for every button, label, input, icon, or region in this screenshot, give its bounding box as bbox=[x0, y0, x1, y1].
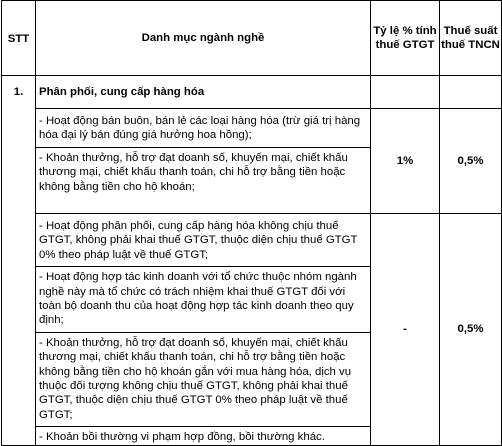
list-item: - Khoản thưởng, hỗ trợ đạt doanh số, khuyến mại, chiết khấu thương mại, chiết khấu thanh toán, chi hỗ trợ bằng tiền hoặc không bằng tiền cho hộ khoán gắn với mua hàng hóa, dịch vụ thuộc đối tượng không chịu thuế GTGT, không phải khai thuế GTGT, thuộc diện chịu thuế GTGT 0% theo pháp luật về thuế GTGT; bbox=[36, 332, 370, 422]
vat-rate-value: - bbox=[371, 214, 440, 446]
section-pit-cell bbox=[440, 76, 502, 109]
vat-rate-value: 1% bbox=[371, 109, 440, 214]
header-stt: STT bbox=[2, 1, 36, 76]
row-items bbox=[36, 109, 371, 214]
section-number: 1. bbox=[2, 76, 36, 446]
list-item: - Hoạt động bán buôn, bán lẻ các loại hàng hóa (trừ giá trị hàng hóa đại lý bán đúng giá hưởng hoa hồng); bbox=[39, 115, 361, 142]
list-item: - Hoạt động hợp tác kinh doanh với tổ chức thuộc nhóm ngành nghề này mà tổ chức có trách nhiệm khai thuế GTGT đối với toàn bộ doanh thu của hoạt động hợp tác kinh doanh theo quy định; bbox=[36, 266, 370, 328]
list-item: - Hoạt động phân phối, cung cấp hàng hóa không chịu thuế GTGT, không phải khai thuế GTGT, thuộc diện chịu thuế GTGT 0% theo pháp luật về thuế GTGT; bbox=[39, 220, 358, 261]
section-vat-cell bbox=[371, 76, 440, 109]
tax-rate-table bbox=[1, 0, 502, 446]
pit-rate-value: 0,5% bbox=[440, 214, 502, 446]
pit-rate-value: 0,5% bbox=[440, 109, 502, 214]
header-category: Danh mục ngành nghề bbox=[36, 1, 371, 76]
list-item: - Khoản bồi thường vi phạm hợp đồng, bồi thường khác. bbox=[36, 426, 370, 444]
header-vat-rate: Tỷ lệ % tính thuế GTGT bbox=[371, 1, 440, 76]
list-item: - Khoản thưởng, hỗ trợ đạt doanh số, khuyến mại, chiết khấu thương mại, chiết khấu thanh toán, chi hỗ trợ bằng tiền hoặc không bằng tiền cho hộ khoán; bbox=[36, 147, 370, 194]
table-row bbox=[2, 109, 502, 214]
table-row bbox=[2, 214, 502, 446]
row-items bbox=[36, 214, 371, 446]
header-pit-rate: Thuế suất thuế TNCN bbox=[440, 1, 502, 76]
header-row bbox=[2, 1, 502, 76]
section-row bbox=[2, 76, 502, 109]
section-title: Phân phối, cung cấp hàng hóa bbox=[36, 76, 371, 109]
